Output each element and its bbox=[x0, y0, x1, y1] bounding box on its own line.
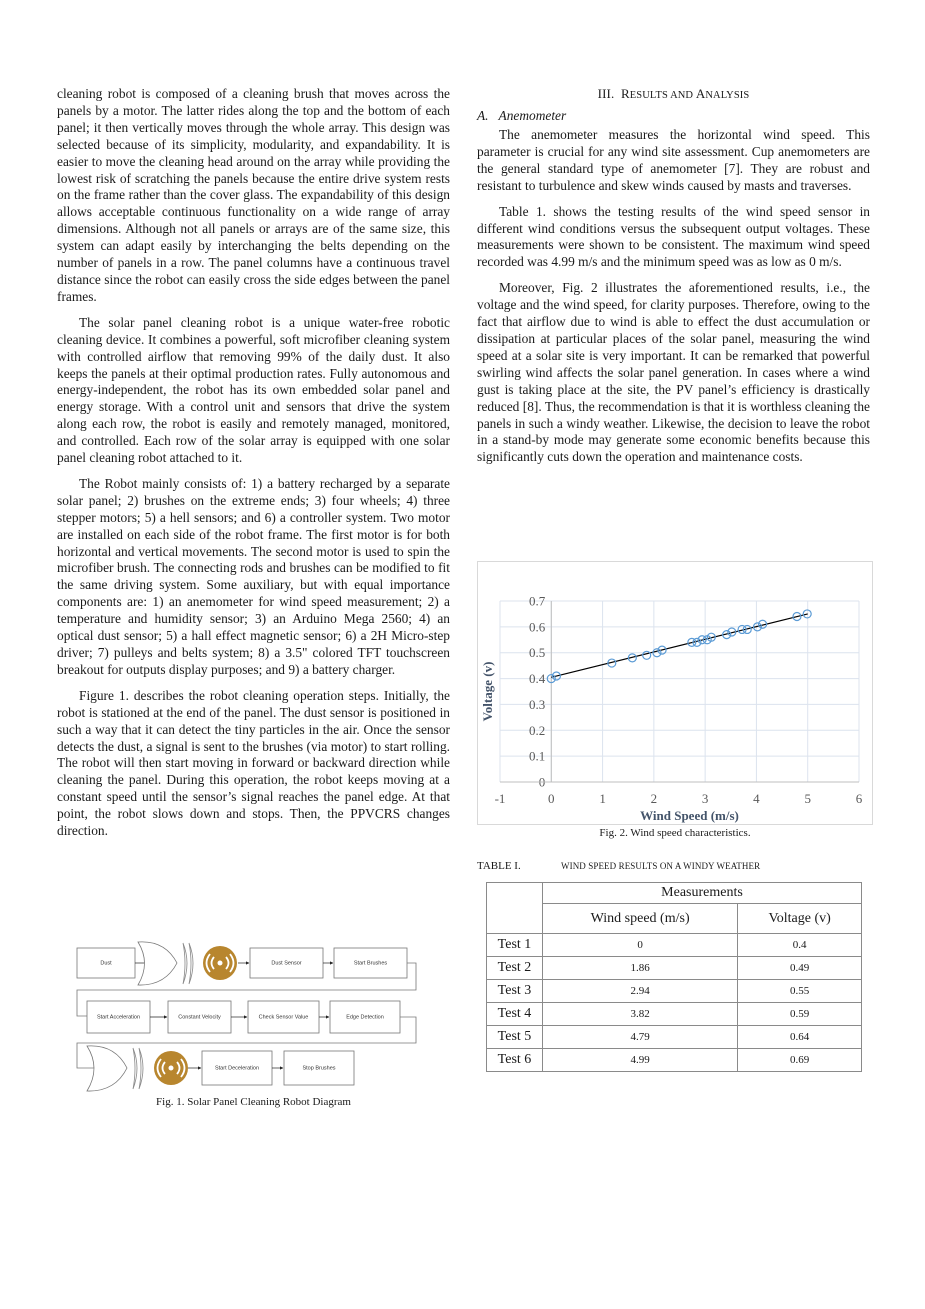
svg-text:-1: -1 bbox=[494, 791, 506, 806]
paragraph-components: The Robot mainly consists of: 1) a battery recharged by a separate solar panel; 2) brushes on the extreme ends; 3) four wheels; 4) three stepper motors; 5) a hell sensors; and 6) a controller system. Two motor are installed on each side of the robot frame. The first motor is for both horizontal and vertical movements. The second motor is used to spin the microfiber brush. The connecting rods and brushes can be modified to fit the same driving system. Some auxiliary, but with equal importance components are: 1) an anemometer for wind speed measurement; 2) a temperature and humidity sensor; 3) an Arduino Mega 2560; 4) an optical dust sensor; 5) a hall effect magnetic sensor; 6) a 2H Micro-step driver; 7) pulleys and belts system; 8) a 3.5" colored TFT touchscreen breakout for outputs display purposes; and 9) a battery charger. bbox=[57, 475, 450, 677]
table-corner-cell bbox=[487, 883, 543, 934]
wind-speed-table bbox=[486, 882, 862, 1072]
svg-text:Dust: Dust bbox=[100, 960, 112, 967]
box-edge-detection bbox=[330, 1001, 400, 1033]
svg-text:0.5: 0.5 bbox=[529, 645, 546, 661]
table-row: Test 3 2.94 0.55 bbox=[487, 980, 862, 1003]
box-constant-velocity bbox=[168, 1001, 231, 1033]
svg-text:0.2: 0.2 bbox=[529, 722, 546, 738]
column-header-wind-speed: Wind speed (m/s) bbox=[543, 904, 738, 934]
right-column bbox=[477, 86, 870, 475]
column-header-voltage: Voltage (v) bbox=[738, 904, 862, 934]
box-stop-brushes bbox=[284, 1051, 354, 1085]
section-heading: III. RESULTS AND ANALYSIS bbox=[597, 86, 750, 101]
or-gate-icon bbox=[138, 942, 177, 985]
table-group-header: Measurements bbox=[543, 883, 862, 904]
paragraph-anemometer: The anemometer measures the horizontal wind speed. This parameter is crucial for any wind site assessment. Cup anemometers are the general standard type of anemometer [7]. They are robust and resistant to turbulence and skew winds caused by masts and traverses. bbox=[477, 127, 870, 193]
paragraph-fig2-discussion: Moreover, Fig. 2 illustrates the aforementioned results, i.e., the voltage and the wind speed, for clarity purposes. Therefore, owing to the fact that airflow due to wind is able to effect the dust accumulation or dissipation at particular places of the solar panel, measuring the wind speed at a solar site is very important. It can be remarked that powerful swirling wind affects the solar panel generation. In cases where a wind gust is taking place at the site, the PV panel’s efficiency is drastically reduced [8]. Thus, the recommendation is that it is worthless cleaning the panels in such a windy weather. Likewise, the decision to leave the robot in a stand-by mode may generate some economic benefits because this significantly cuts down the operation and maintenance costs. bbox=[477, 280, 870, 465]
paragraph-table-summary: Table 1. shows the testing results of the wind speed sensor in different wind conditions versus the subsequent output voltages. These measurements were shown to be consistent. The maximum wind speed recorded was 4.99 m/s and the minimum speed was as low as 0 m/s. bbox=[477, 203, 870, 270]
paragraph-operation: Figure 1. describes the robot cleaning operation steps. Initially, the robot is stationed at the end of the panel. The dust sensor is positioned in such a way that it can detect the tiny particles in the air. Once the sensor detects the dust, a signal is sent to the brushes (via motor) to start rolling. The robot will then start moving in forward or backward direction while cleaning the panel. During this operation, the robot keeps moving at a constant speed until the sensor’s signal reaches the panel edge. At that point, the robot slows down and stops. Then, the PPVCRS changes direction. bbox=[57, 687, 450, 839]
wireless-sensor-icon bbox=[203, 946, 237, 980]
svg-text:Check Sensor Value: Check Sensor Value bbox=[258, 1014, 309, 1021]
svg-text:Edge Detection: Edge Detection bbox=[346, 1014, 384, 1021]
paragraph-robot-overview: The solar panel cleaning robot is a unique water-free robotic cleaning device. It combines a powerful, soft microfiber cleaning system with controlled airflow that removing 99% of the daily dust. It also keeps the panels at their optimal production rates. Fully autonomous and energy-independent, the robot has its own embedded solar panel and energy storage. With a control unit and sensors that drive the system along each row, the robot is easily and remotely managed, monitored, and controlled. Each row of the solar array is equipped with one solar panel cleaning robot attached to it. bbox=[57, 314, 450, 466]
figure-2-chart bbox=[477, 561, 873, 825]
subsection-heading: A. Anemometer bbox=[477, 108, 567, 123]
svg-text:Stop Brushes: Stop Brushes bbox=[302, 1065, 336, 1072]
box-start-brushes bbox=[334, 948, 407, 978]
svg-text:3: 3 bbox=[701, 791, 709, 806]
paragraph-design: cleaning robot is composed of a cleaning brush that moves across the panels by a motor. The latter rides along the top and the bottom of each panel; it then vertically moves through the whole array. This design was selected because of its simplicity, modularity, and expandability. It is easier to move the cleaning head around on the array while providing the lowest risk of scratching the panels because the entire drive system rests on the frame rather than the cover glass. The expandability of this design allows acceptable continuous functionality on a wide range of array dimensions. Although not all panels or arrays are of the same size, this system can adapt easily by interchanging the belts depending on the number of panels in a row. The panel columns have a continuous travel distance since the robot can easily cross the side edges between the panel frames. bbox=[57, 86, 450, 304]
svg-text:Wind Speed (m/s): Wind Speed (m/s) bbox=[640, 808, 739, 823]
svg-text:Start Brushes: Start Brushes bbox=[353, 960, 388, 967]
svg-text:Dust Sensor: Dust Sensor bbox=[271, 960, 302, 967]
svg-text:0.7: 0.7 bbox=[529, 593, 546, 609]
svg-text:0: 0 bbox=[548, 791, 555, 806]
svg-text:Voltage (v): Voltage (v) bbox=[480, 661, 495, 722]
svg-text:5: 5 bbox=[804, 791, 811, 806]
left-column bbox=[57, 86, 450, 849]
svg-text:6: 6 bbox=[855, 791, 863, 806]
box-check-sensor-value bbox=[248, 1001, 319, 1033]
table-row: Test 2 1.86 0.49 bbox=[487, 957, 862, 980]
svg-text:Constant Velocity: Constant Velocity bbox=[178, 1014, 221, 1021]
svg-text:Start Deceleration: Start Deceleration bbox=[214, 1065, 260, 1072]
box-start-deceleration bbox=[202, 1051, 272, 1085]
svg-text:2: 2 bbox=[650, 791, 658, 806]
svg-text:Start Acceleration: Start Acceleration bbox=[96, 1014, 141, 1021]
table-row: Test 5 4.79 0.64 bbox=[487, 1026, 862, 1049]
table-row: Test 1 0 0.4 bbox=[487, 934, 862, 957]
figure-1-diagram bbox=[75, 938, 425, 1093]
table-row: Test 6 4.99 0.69 bbox=[487, 1049, 862, 1072]
svg-text:1: 1 bbox=[599, 791, 606, 806]
box-start-acceleration bbox=[87, 1001, 150, 1033]
svg-text:0.1: 0.1 bbox=[529, 748, 546, 764]
table-caption: TABLE I. WIND SPEED RESULTS ON A WINDY WEATHER bbox=[477, 860, 761, 872]
svg-text:0.4: 0.4 bbox=[529, 671, 546, 687]
sensor-lens-icon bbox=[133, 1048, 137, 1089]
figure-2-caption: Fig. 2. Wind speed characteristics. bbox=[599, 827, 751, 839]
box-dust-sensor bbox=[250, 948, 323, 978]
figure-1-caption: Fig. 1. Solar Panel Cleaning Robot Diagram bbox=[156, 1096, 351, 1108]
svg-text:4: 4 bbox=[753, 791, 760, 806]
sensor-lens-icon bbox=[183, 943, 187, 984]
svg-text:0.3: 0.3 bbox=[529, 696, 546, 712]
or-gate-icon bbox=[87, 1046, 127, 1091]
box-dust bbox=[77, 948, 135, 978]
svg-text:0: 0 bbox=[538, 774, 546, 790]
svg-text:0.6: 0.6 bbox=[529, 619, 546, 635]
table-row: Test 4 3.82 0.59 bbox=[487, 1003, 862, 1026]
wireless-sensor-icon bbox=[154, 1051, 188, 1085]
